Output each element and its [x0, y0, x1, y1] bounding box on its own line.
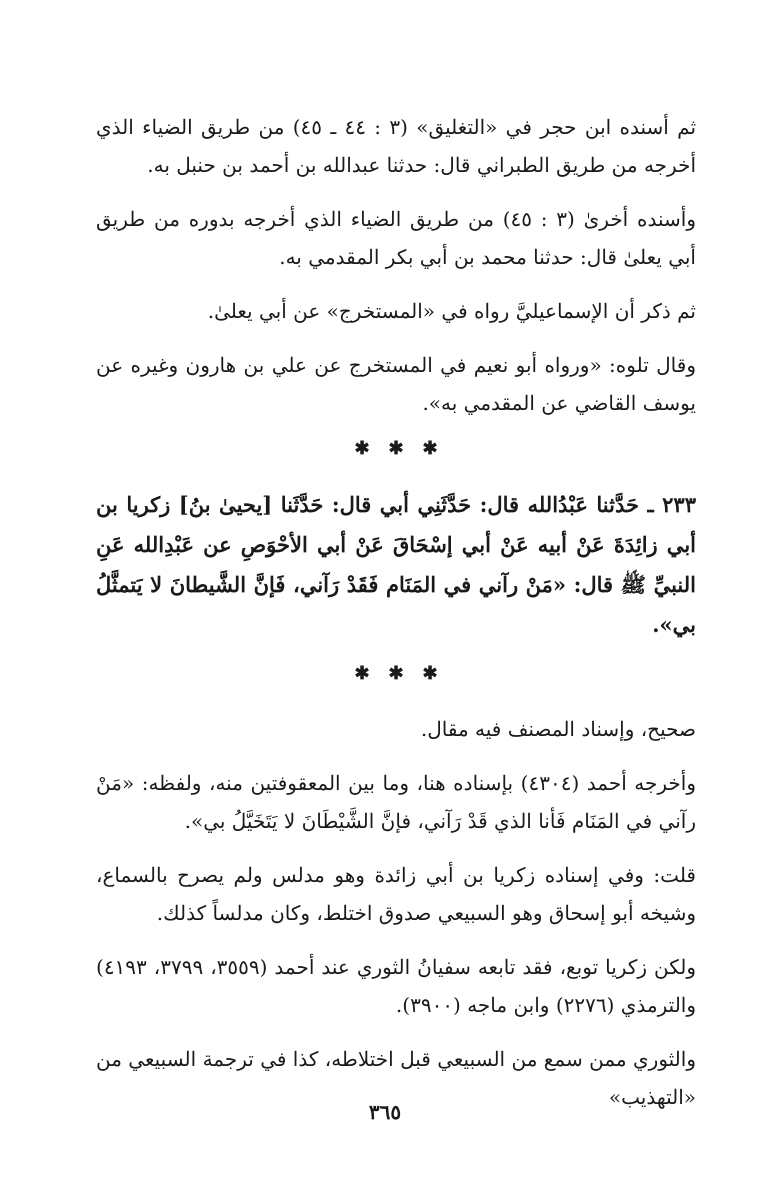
page-body — [96, 108, 696, 1132]
star-glyph: ✱ — [354, 663, 370, 684]
star-glyph: ✱ — [422, 663, 438, 684]
section-separator-bottom — [96, 663, 696, 684]
star-glyph: ✱ — [388, 663, 404, 684]
paragraph-ismaili: ثم ذكر أن الإسماعيليَّ رواه في «المستخرج» عن أبي يعلىٰ. — [207, 299, 696, 323]
hadith-text: ٢٣٣ ـ حَدَّثنا عَبْدُالله قال: حَدَّثَنِي أبي قال: حَدَّثَنا [يحيىٰ بنُ] زكريا بن أبي زائِدَةَ عَنْ أبيه عَنْ أبي إسْحَاقَ عَنْ أبي الأحْوَصِ عن عَبْدِالله عَنِ النبيِّ ﷺ قال: «مَنْ رآني في المَنَام فَقَدْ رَآني، فَإنَّ الشَّيطانَ لا يَتمثَّلُ بي». — [96, 492, 696, 637]
paragraph-abu-nuaym: وقال تلوه: «ورواه أبو نعيم في المستخرج عن علي بن هارون وغيره عن يوسف القاضي عن المقدمي به». — [96, 353, 696, 415]
section-separator-top — [96, 438, 696, 459]
paragraph-ahmad: وأخرجه أحمد (٤٣٠٤) بإسناده هنا، وما بين المعقوفتين منه، ولفظه: «مَنْ رآني في المَنَام فَأنا الذي قَدْ رَآني، فإنَّ الشَّيْطَانَ لا يَتَخَيَّلُ بي». — [96, 771, 696, 833]
star-glyph: ✱ — [354, 438, 370, 459]
paragraph-thawri: والثوري ممن سمع من السبيعي قبل اختلاطه، كذا في ترجمة السبيعي من «التهذيب» — [96, 1047, 696, 1109]
star-glyph: ✱ — [422, 438, 438, 459]
paragraph-taghliq: ثم أسنده ابن حجر في «التغليق» (٣ : ٤٤ ـ ٤٥) من طريق الضياء الذي أخرجه من طريق الطبراني قال: حدثنا عبدالله بن أحمد بن حنبل به. — [96, 115, 697, 177]
paragraph-grading: صحيح، وإسناد المصنف فيه مقال. — [420, 717, 696, 741]
star-glyph: ✱ — [388, 438, 404, 459]
paragraph-corroboration: ولكن زكريا توبع، فقد تابعه سفيانُ الثوري عند أحمد (٣٥٥٩، ٣٧٩٩، ٤١٩٣) والترمذي (٢٢٧٦) وابن ماجه (٣٩٠٠). — [96, 955, 697, 1017]
page-number: ٣٦٥ — [368, 1100, 402, 1124]
paragraph-isnad-critique: قلت: وفي إسناده زكريا بن أبي زائدة وهو مدلس ولم يصرح بالسماع، وشيخه أبو إسحاق وهو السبيعي صدوق اختلط، وكان مدلساً كذلك. — [96, 863, 696, 925]
paragraph-abu-yala: وأسنده أخرىٰ (٣ : ٤٥) من طريق الضياء الذي أخرجه بدوره من طريق أبي يعلىٰ قال: حدثنا محمد بن أبي بكر المقدمي به. — [96, 207, 696, 269]
